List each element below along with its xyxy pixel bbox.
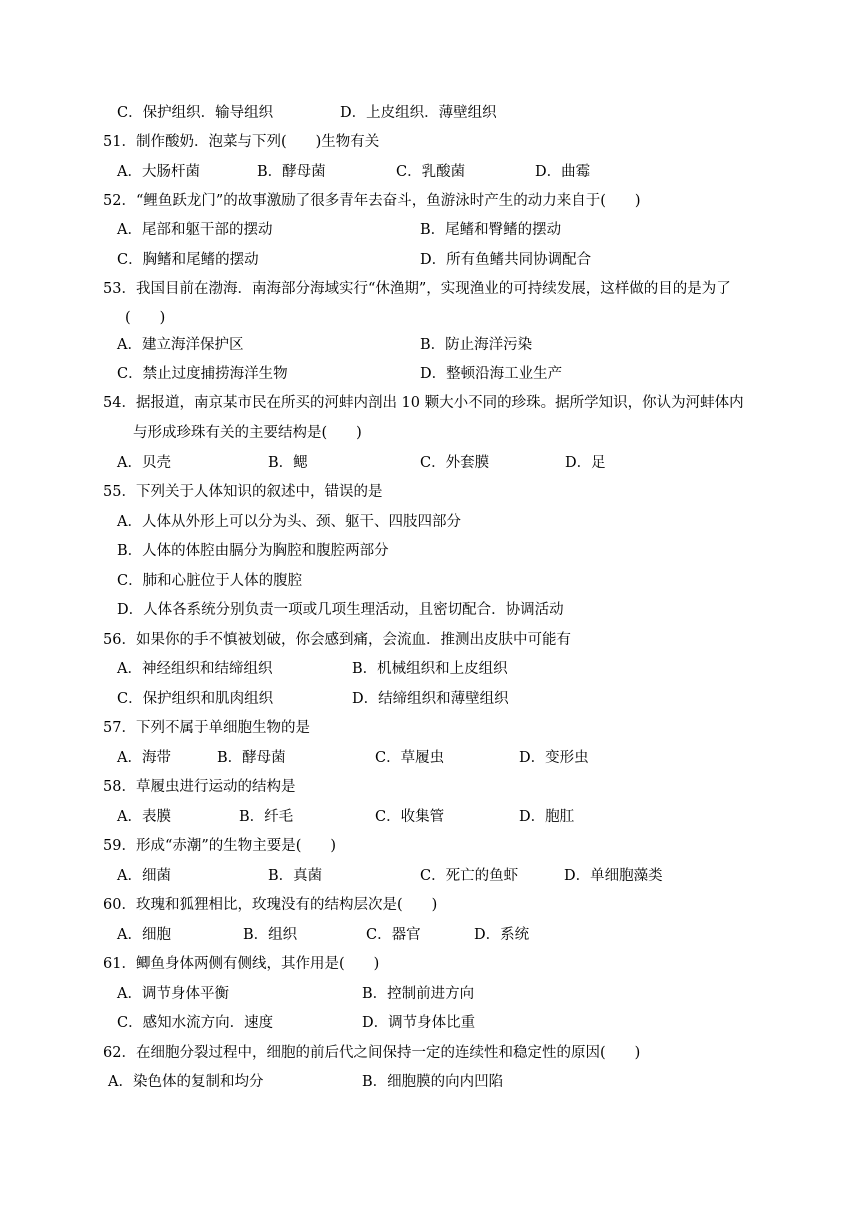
option-d: D．曲霉 — [535, 164, 591, 180]
option-b: B．人体的体腔由膈分为胸腔和腹腔两部分 — [117, 543, 389, 559]
option-c: C．死亡的鱼虾 — [420, 868, 519, 884]
question-55: 55．下列关于人体知识的叙述中，错误的是 — [103, 484, 383, 500]
option-d: D．系统 — [474, 927, 530, 943]
option-b: B．酵母菌 — [257, 164, 326, 180]
option-b: B．组织 — [243, 927, 298, 943]
option-d: D．足 — [565, 455, 606, 471]
option-c: C．感知水流方向．速度 — [117, 1015, 274, 1031]
question-62: 62．在细胞分裂过程中，细胞的前后代之间保持一定的连续性和稳定性的原因( ) — [103, 1045, 641, 1061]
question-61: 61．鲫鱼身体两侧有侧线，其作用是( ) — [103, 956, 380, 972]
question-54: 54．据报道，南京某市民在所买的河蚌内剖出 10 颗大小不同的珍珠。据所学知识，你认为河蚌体内 — [103, 395, 744, 411]
option-b: B．纤毛 — [239, 809, 294, 825]
option-a: A．表膜 — [117, 809, 171, 825]
question-51: 51．制作酸奶．泡菜与下列( )生物有关 — [103, 134, 380, 150]
option-b: B．控制前进方向 — [362, 986, 475, 1002]
option-c: C．禁止过度捕捞海洋生物 — [117, 366, 288, 382]
option-b: B．鳃 — [268, 455, 308, 471]
option-d: D．上皮组织．薄壁组织 — [340, 105, 497, 121]
option-a: A．染色体的复制和均分 — [108, 1074, 264, 1090]
option-a: A．尾部和躯干部的摆动 — [117, 222, 273, 238]
option-b: B．细胞膜的向内凹陷 — [362, 1074, 504, 1090]
option-c: C．保护组织和肌肉组织 — [117, 691, 274, 707]
option-c: C．乳酸菌 — [396, 164, 466, 180]
question-52: 52．“鲤鱼跃龙门”的故事激励了很多青年去奋斗，鱼游泳时产生的动力来自于( ) — [103, 193, 641, 209]
question-56: 56．如果你的手不慎被划破，你会感到痛，会流血．推测出皮肤中可能有 — [103, 632, 571, 648]
option-b: B．酵母菌 — [217, 750, 286, 766]
option-d: D．整顿沿海工业生产 — [420, 366, 563, 382]
question-53: 53．我国目前在渤海．南海部分海域实行“休渔期”，实现渔业的可持续发展，这样做的目的是为了 — [103, 281, 731, 297]
option-b: B．防止海洋污染 — [420, 337, 533, 353]
question-58: 58．草履虫进行运动的结构是 — [103, 779, 296, 795]
option-b: B．机械组织和上皮组织 — [352, 661, 508, 677]
option-c: C．草履虫 — [375, 750, 445, 766]
option-c: C．胸鳍和尾鳍的摆动 — [117, 252, 259, 268]
option-a: A．大肠杆菌 — [117, 164, 200, 180]
option-c: C．肺和心脏位于人体的腹腔 — [117, 573, 303, 589]
option-b: B．尾鳍和臀鳍的摆动 — [420, 222, 562, 238]
option-c: C．器官 — [366, 927, 421, 943]
option-c: C．保护组织．输导组织 — [117, 105, 274, 121]
option-a: A．细菌 — [117, 868, 171, 884]
option-a: A．建立海洋保护区 — [117, 337, 244, 353]
question-57: 57．下列不属于单细胞生物的是 — [103, 720, 310, 736]
option-b: B．真菌 — [268, 868, 323, 884]
option-d: D．变形虫 — [519, 750, 589, 766]
question-59: 59．形成“赤潮”的生物主要是( ) — [103, 838, 337, 854]
option-c: C．外套膜 — [420, 455, 490, 471]
option-d: D．结缔组织和薄壁组织 — [352, 691, 509, 707]
option-c: C．收集管 — [375, 809, 445, 825]
option-d: D．胞肛 — [519, 809, 575, 825]
option-a: A．调节身体平衡 — [117, 986, 229, 1002]
option-d: D．人体各系统分别负责一项或几项生理活动，且密切配合．协调活动 — [117, 602, 564, 618]
option-a: A．神经组织和结缔组织 — [117, 661, 273, 677]
option-d: D．所有鱼鳍共同协调配合 — [420, 252, 592, 268]
question-53-blank: ( ) — [125, 310, 166, 326]
option-d: D．单细胞藻类 — [564, 868, 663, 884]
option-a: A．人体从外形上可以分为头、颈、躯干、四肢四部分 — [117, 514, 461, 530]
question-60: 60．玫瑰和狐狸相比，玫瑰没有的结构层次是( ) — [103, 897, 438, 913]
option-a: A．海带 — [117, 750, 171, 766]
option-a: A．细胞 — [117, 927, 171, 943]
question-54-cont: 与形成珍珠有关的主要结构是( ) — [133, 425, 362, 441]
option-d: D．调节身体比重 — [362, 1015, 476, 1031]
option-a: A．贝壳 — [117, 455, 171, 471]
